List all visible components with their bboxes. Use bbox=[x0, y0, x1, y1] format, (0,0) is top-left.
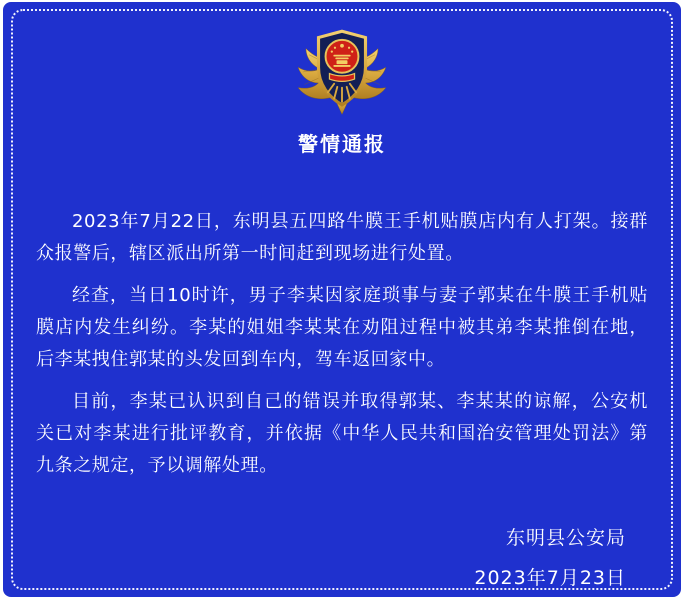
paragraph-3: 目前，李某已认识到自己的错误并取得郭某、李某某的谅解，公安机关已对李某进行批评教育，并依据《中华人民共和国治安管理处罚法》第九条之规定，予以调解处理。 bbox=[36, 391, 648, 476]
badge-container bbox=[13, 26, 671, 118]
notice-title: 警情通报 bbox=[298, 132, 386, 156]
paragraph-2: 经查，当日10时许，男子李某因家庭琐事与妻子郭某在牛膜王手机贴膜店内发生纠纷。李某的姐姐李某某在劝阻过程中被其弟李某推倒在地，后李某拽住郭某的头发回到车内，驾车返回家中。 bbox=[36, 285, 648, 370]
signature-block bbox=[13, 518, 671, 598]
police-emblem-icon bbox=[295, 26, 389, 118]
notice-body bbox=[13, 206, 671, 492]
issuing-authority: 东明县公安局 bbox=[505, 527, 626, 549]
notice-date: 2023年7月23日 bbox=[474, 567, 626, 589]
notice-panel bbox=[3, 2, 681, 597]
paragraph-1: 2023年7月22日，东明县五四路牛膜王手机贴膜店内有人打架。接群众报警后，辖区派出所第一时间赶到现场进行处置。 bbox=[36, 211, 648, 264]
dotted-frame bbox=[11, 9, 673, 590]
